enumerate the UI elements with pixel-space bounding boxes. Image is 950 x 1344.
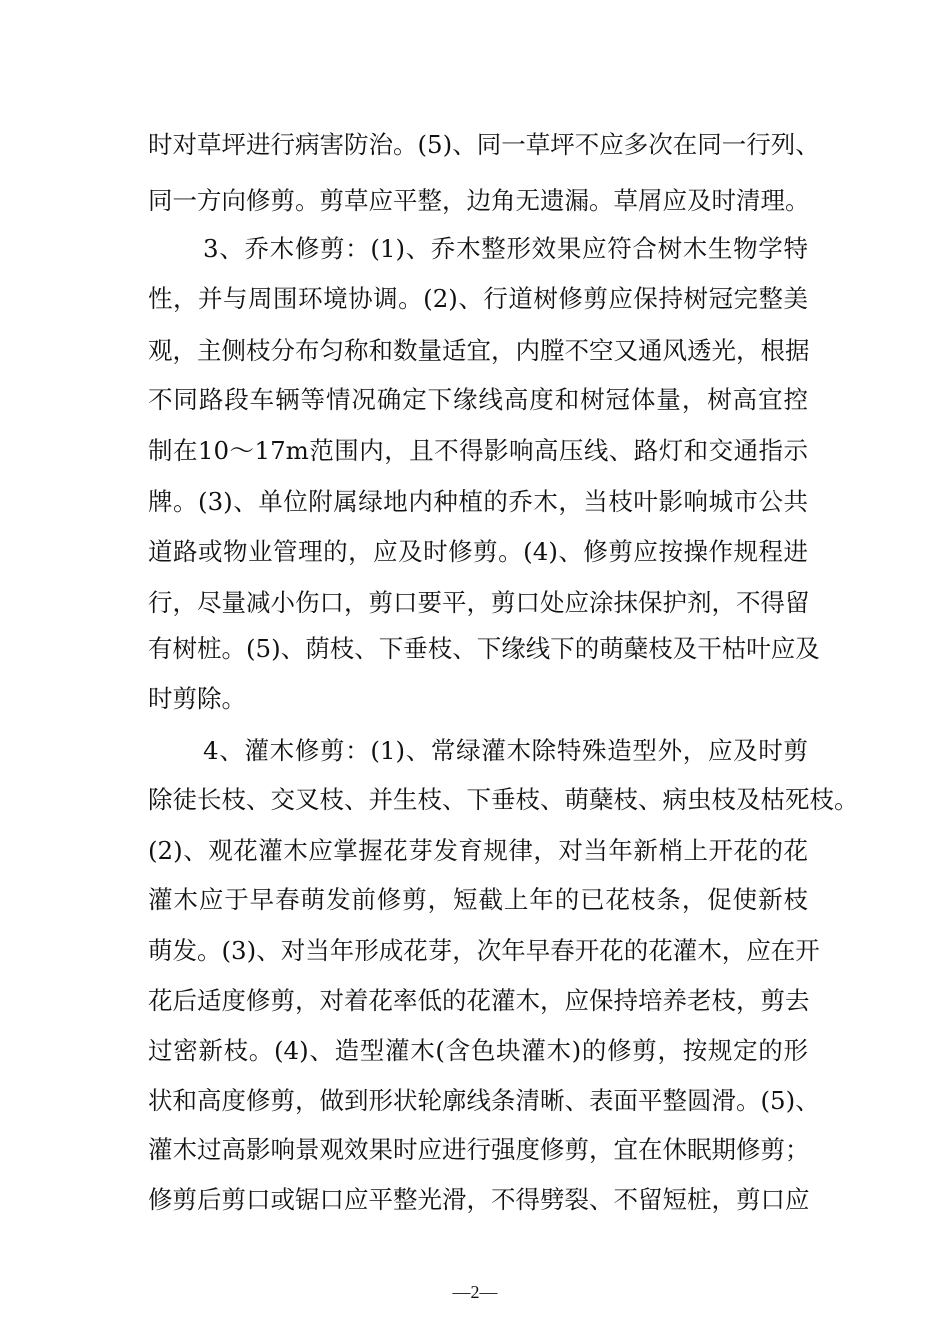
text-line: 状和高度修剪，做到形状轮廓线条清晰、表面平整圆滑。(5)、 (148, 1086, 820, 1115)
text-line: (2)、观花灌木应掌握花芽发育规律，对当年新梢上开花的花 (148, 836, 808, 865)
text-line: 修剪后剪口或锯口应平整光滑，不得劈裂、不留短桩，剪口应 (148, 1185, 810, 1214)
text-line: 灌木过高影响景观效果时应进行强度修剪，宜在休眠期修剪； (148, 1135, 810, 1164)
text-line: 灌木应于早春萌发前修剪，短截上年的已花枝条，促使新枝 (148, 885, 808, 914)
text-line: 观，主侧枝分布匀称和数量适宜，内膛不空又通风透光，根据 (148, 336, 810, 365)
text-line: 牌。(3)、单位附属绿地内种植的乔木，当枝叶影响城市公共 (148, 487, 808, 516)
text-line: 同一方向修剪。剪草应平整，边角无遗漏。草屑应及时清理。 (148, 186, 810, 215)
text-line: 除徒长枝、交叉枝、并生枝、下垂枝、萌蘖枝、病虫枝及枯死枝。 (148, 785, 859, 814)
text-line: 时对草坪进行病害防治。(5)、同一草坪不应多次在同一行列、 (148, 130, 820, 159)
text-line: 时剪除。 (148, 684, 246, 713)
text-line: 道路或物业管理的，应及时修剪。(4)、修剪应按操作规程进 (148, 537, 808, 566)
text-line: 不同路段车辆等情况确定下缘线高度和树冠体量，树高宜控 (148, 385, 808, 414)
text-line: 过密新枝。(4)、造型灌木(含色块灌木)的修剪，按规定的形 (148, 1036, 808, 1065)
text-line: 行，尽量减小伤口，剪口要平，剪口处应涂抹保护剂，不得留 (148, 588, 810, 617)
page-number: —2— (452, 1282, 498, 1302)
text-line: 花后适度修剪，对着花率低的花灌木，应保持培养老枝，剪去 (148, 986, 810, 1015)
text-line: 3、乔木修剪：(1)、乔木整形效果应符合树木生物学特 (203, 234, 808, 263)
text-line: 4、灌木修剪：(1)、常绿灌木除特殊造型外，应及时剪 (203, 736, 808, 765)
text-line: 制在10～17m范围内，且不得影响高压线、路灯和交通指示 (148, 436, 808, 465)
text-line: 有树桩。(5)、荫枝、下垂枝、下缘线下的萌蘖枝及干枯叶应及 (148, 634, 820, 663)
text-line: 性，并与周围环境协调。(2)、行道树修剪应保持树冠完整美 (148, 284, 808, 313)
text-line: 萌发。(3)、对当年形成花芽，次年早春开花的花灌木，应在开 (148, 936, 820, 965)
